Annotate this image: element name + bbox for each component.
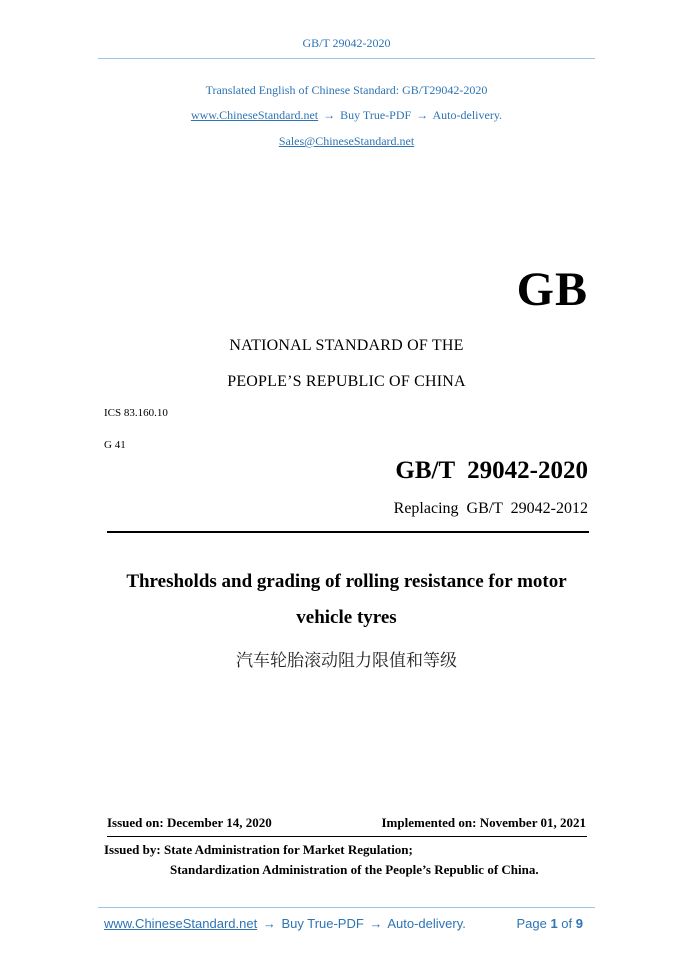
ccs-code: G 41 xyxy=(104,439,126,451)
arrow-right-icon: → xyxy=(262,916,276,931)
standard-number: GB/T 29042-2020 xyxy=(395,457,588,484)
arrow-right-icon: → xyxy=(416,108,429,122)
issued-by-line1: Issued by: State Administration for Market Regulation; xyxy=(104,842,413,857)
ics-code: ICS 83.160.10 xyxy=(104,407,168,419)
title-english-line1: Thresholds and grading of rolling resistance for motor xyxy=(126,571,567,592)
title-chinese: 汽车轮胎滚动阻力限值和等级 xyxy=(236,651,457,671)
email-line xyxy=(0,134,693,149)
promo-line: Translated English of Chinese Standard: GB/T29042-2020 xyxy=(205,83,488,97)
issued-by-line2: Standardization Administration of the People’s Republic of China. xyxy=(170,862,539,877)
gb-mark: GB xyxy=(516,263,588,316)
implemented-on-date: Implemented on: November 01, 2021 xyxy=(381,815,586,830)
sales-email-link[interactable]: Sales@ChineseStandard.net xyxy=(278,134,415,148)
page-label: Page xyxy=(516,916,547,931)
national-standard-heading: NATIONAL STANDARD OF THE xyxy=(229,337,464,354)
arrow-right-icon: → xyxy=(323,108,336,122)
national-standard-heading-2: PEOPLE’S REPUBLIC OF CHINA xyxy=(227,373,466,390)
promo-buy-line xyxy=(0,108,693,123)
delivery-text: Auto-delivery. xyxy=(432,108,503,122)
footer-delivery-text: Auto-delivery. xyxy=(387,916,466,931)
buy-text: Buy True-PDF xyxy=(340,108,412,122)
header-divider xyxy=(98,58,595,59)
replacing-note: Replacing GB/T 29042-2012 xyxy=(393,500,588,517)
page-total: 9 xyxy=(575,916,583,931)
issued-on-date: Issued on: December 14, 2020 xyxy=(107,815,272,830)
footer-site-link[interactable]: www.ChineseStandard.net xyxy=(104,916,258,931)
title-divider xyxy=(107,531,589,533)
footer-buy-text: Buy True-PDF xyxy=(281,916,364,931)
of-label: of xyxy=(561,916,573,931)
footer-promo xyxy=(104,916,466,931)
footer-divider xyxy=(98,907,595,908)
running-header: GB/T 29042-2020 xyxy=(302,36,391,50)
arrow-right-icon: → xyxy=(369,916,383,931)
title-english-line2: vehicle tyres xyxy=(296,607,397,628)
site-link[interactable]: www.ChineseStandard.net xyxy=(190,108,319,122)
dates-divider xyxy=(107,836,587,837)
page-number: 1 xyxy=(550,916,558,931)
page-indicator xyxy=(516,916,583,931)
